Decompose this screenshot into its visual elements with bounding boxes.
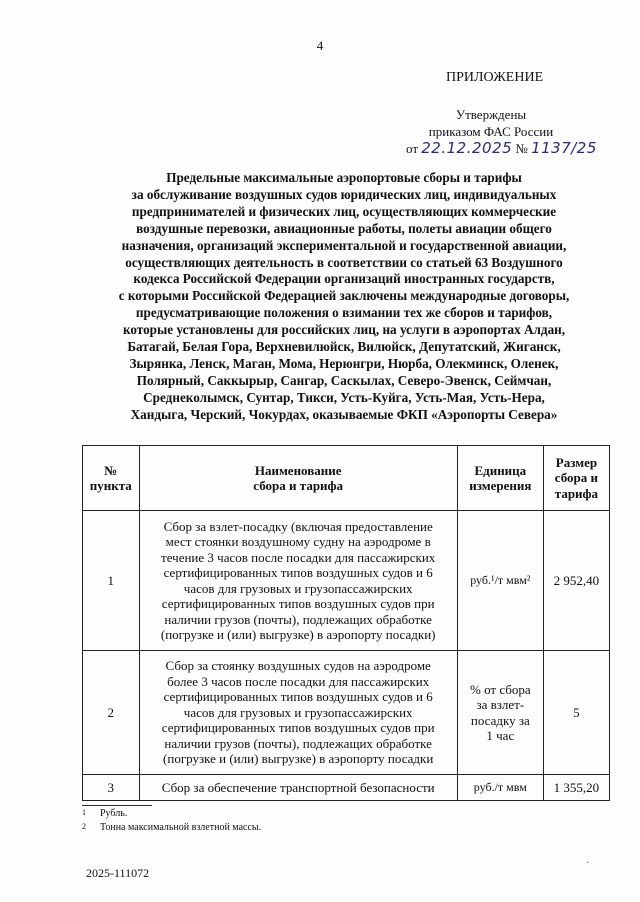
cell-name-line: сертифицированных типов воздушных судов и 6 <box>163 689 433 705</box>
table-row <box>83 775 610 801</box>
cell-unit-line: за взлет- <box>476 697 525 712</box>
header-size <box>543 446 609 511</box>
footnote-mark: 2 <box>82 822 86 831</box>
approval-block <box>396 106 597 157</box>
title-line: предпринимателей и физических лиц, осуществляющих коммерческие <box>131 203 557 219</box>
header-size-line: тарифа <box>554 485 599 501</box>
header-name-line: сбора и тарифа <box>253 478 344 493</box>
header-name <box>139 446 457 511</box>
footnote-text: Рубль. <box>100 808 128 819</box>
cell-name-line: наличии грузов (почты), подлежащих обработке <box>164 735 432 751</box>
cell-num: 3 <box>83 775 140 801</box>
title-line: которые установлены для российских лиц, на услуги в аэропортах Алдан, <box>122 322 566 338</box>
title-line: с которыми Российской Федерацией заключены международные договоры, <box>118 288 570 304</box>
header-num-line: пункта <box>89 478 132 493</box>
approval-number-handwritten: 1137/25 <box>531 139 597 157</box>
cell-name-line: часов для грузовых и грузопассажирских <box>183 580 413 596</box>
cell-name-line: сертифицированных типов воздушных судов и 6 <box>163 565 433 580</box>
cell-name-line: (погрузке и (или) выгрузке) в аэропорту посадки <box>163 751 434 767</box>
header-num <box>83 446 140 511</box>
cell-unit: руб.¹/т мвм² <box>457 511 543 651</box>
header-size-line: Размер <box>555 454 598 470</box>
cell-size: 1 355,20 <box>543 775 609 801</box>
header-name-line: Наименование <box>254 462 342 478</box>
cell-name-line: наличии грузов (почты), подлежащих обработке <box>164 611 432 627</box>
header-size-line: сбора и <box>554 470 599 486</box>
cell-name-line: сертифицированных типов воздушных судов при <box>161 596 435 611</box>
cell-unit-line: посадку за <box>470 712 530 728</box>
approval-line-1: Утверждены <box>455 107 527 122</box>
tariffs-table <box>82 445 610 801</box>
cell-name-line: (погрузке и (или) выгрузке) в аэропорту посадки) <box>160 627 436 642</box>
title-line: Хандыга, Черский, Чокурдах, оказываемые ФКП «Аэропорты Севера» <box>130 406 558 422</box>
cell-name <box>139 511 457 651</box>
title-line: Среднеколымск, Сунтар, Тикси, Усть-Куйга, Усть-Мая, Усть-Нера, <box>143 389 545 405</box>
cell-num: 2 <box>83 651 140 775</box>
cell-name-line: мест стоянки воздушному судну на аэродроме в <box>165 534 431 549</box>
cell-unit-line: 1 час <box>486 728 515 743</box>
header-unit <box>457 446 543 511</box>
cell-size: 5 <box>543 651 609 775</box>
cell-unit: руб./т мвм <box>457 775 543 801</box>
footnote-mark: 1 <box>82 808 86 817</box>
approval-line-3 <box>396 139 597 157</box>
approval-from: от <box>406 141 419 156</box>
document-number: 2025-111072 <box>86 866 150 880</box>
title-line: Полярный, Саккырыр, Сангар, Саскылах, Северо-Эвенск, Сеймчан, <box>136 372 552 388</box>
cell-name-line: Сбор за взлет-посадку (включая предоставление <box>163 518 433 534</box>
cell-name <box>139 651 457 775</box>
cell-name-line: Сбор за обеспечение транспортной безопасности <box>161 779 435 795</box>
cell-name <box>139 775 457 801</box>
footnote-divider <box>82 805 152 806</box>
table-row <box>83 511 610 651</box>
title-line: кодекса Российской Федерации организаций иностранных государств, <box>133 271 555 287</box>
scan-mark: · <box>586 858 590 869</box>
cell-unit <box>457 651 543 775</box>
cell-num: 1 <box>83 511 140 651</box>
title-line: осуществляющих деятельность в соответствии со статьей 63 Воздушного <box>125 254 563 270</box>
title-line: Предельные максимальные аэропортовые сборы и тарифы <box>166 170 522 185</box>
cell-name-line: сертифицированных типов воздушных судов при <box>161 720 435 736</box>
approval-line-2: приказом ФАС России <box>428 124 554 139</box>
footnote-2 <box>82 822 261 833</box>
document-title <box>84 170 604 424</box>
title-line: за обслуживание воздушных судов юридических лиц, индивидуальных <box>131 186 557 202</box>
cell-size: 2 952,40 <box>543 511 609 651</box>
header-num-line: № <box>104 462 118 478</box>
cell-unit-line: % от сбора <box>469 681 531 697</box>
approval-number-sign: № <box>515 141 528 156</box>
footnote-text: Тонна максимальной взлетной массы. <box>100 822 262 833</box>
title-line: Зырянка, Ленск, Маган, Мома, Нерюнгри, Нюрба, Олекминск, Оленек, <box>129 355 559 371</box>
cell-name-line: часов для грузовых и грузопассажирских <box>183 704 413 720</box>
approval-date-handwritten: 22.12.2025 <box>421 139 513 157</box>
footnote-1 <box>82 808 127 819</box>
title-line: назначения, организаций экспериментальной и государственной авиации, <box>121 237 567 253</box>
cell-name-line: более 3 часов после посадки для пассажирских <box>167 673 430 689</box>
cell-name-line: течение 3 часов после посадки для пассажирских <box>161 549 436 565</box>
title-line: Батагай, Белая Гора, Верхневилюйск, Вилюйск, Депутатский, Жиганск, <box>127 339 561 355</box>
appendix-heading: ПРИЛОЖЕНИЕ <box>446 70 544 85</box>
header-unit-line: Единица <box>474 462 527 478</box>
table-header-row <box>83 446 610 511</box>
title-line: предусматривающие положения о взимании тех же сборов и тарифов, <box>135 305 553 321</box>
title-line: воздушные перевозки, авиационные работы, полеты авиации общего <box>136 220 552 236</box>
cell-name-line: Сбор за стоянку воздушных судов на аэродроме <box>165 658 431 674</box>
header-unit-line: измерения <box>469 478 532 493</box>
table-row <box>83 651 610 775</box>
page-number: 4 <box>316 38 324 53</box>
